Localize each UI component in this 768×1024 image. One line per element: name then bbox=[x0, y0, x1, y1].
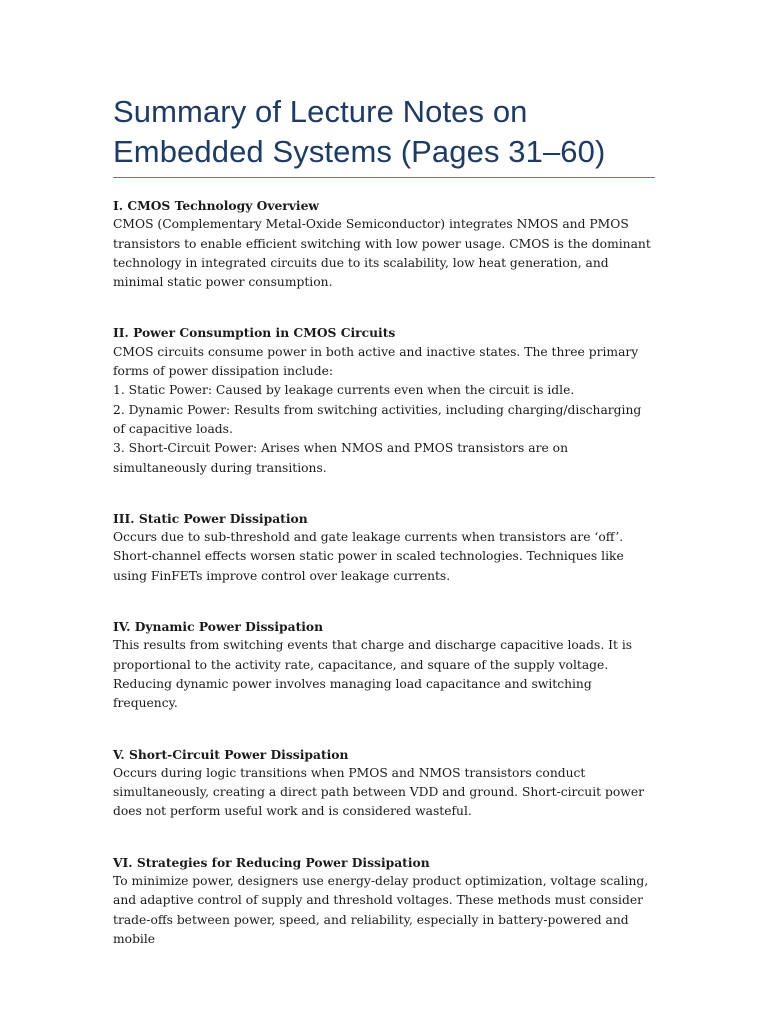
section-body: To minimize power, designers use energy-delay product optimization, voltage scaling, and adaptive control of supply and threshold voltages. These methods must consider trade-offs between power, speed, and reliability, especially in battery-powered and mobile bbox=[113, 874, 649, 946]
document-page bbox=[113, 92, 655, 949]
section-heading: III. Static Power Dissipation bbox=[113, 510, 308, 526]
section-short-circuit-power bbox=[113, 745, 655, 822]
section-heading: II. Power Consumption in CMOS Circuits bbox=[113, 325, 396, 341]
list-item-short-circuit-power: 3. Short-Circuit Power: Arises when NMOS and PMOS transistors are on simultaneously during transitions. bbox=[113, 441, 568, 475]
section-body: Occurs due to sub-threshold and gate leakage currents when transistors are ‘off’. Short-channel effects worsen static power in scaled technologies. Techniques like using FinFETs improve control over leakage currents. bbox=[113, 530, 624, 583]
section-power-consumption bbox=[113, 323, 655, 477]
section-heading: V. Short-Circuit Power Dissipation bbox=[113, 746, 349, 762]
section-heading: VI. Strategies for Reducing Power Dissipation bbox=[113, 854, 430, 870]
section-dynamic-power bbox=[113, 617, 655, 713]
section-heading: I. CMOS Technology Overview bbox=[113, 198, 320, 213]
section-body: CMOS (Complementary Metal-Oxide Semiconductor) integrates NMOS and PMOS transistors to enable efficient switching with low power usage. CMOS is the dominant technology in integrated circuits due to its scalability, low heat generation, and minimal static power consumption. bbox=[113, 217, 651, 290]
section-body: Occurs during logic transitions when PMOS and NMOS transistors conduct simultaneously, creating a direct path between VDD and ground. Short-circuit power does not perform useful work and is considered wasteful. bbox=[113, 765, 644, 819]
section-cmos-overview bbox=[113, 196, 655, 292]
list-item-dynamic-power: 2. Dynamic Power: Results from switching activities, including charging/discharging of capacitive loads. bbox=[113, 402, 642, 436]
section-static-power bbox=[113, 509, 655, 586]
title-divider bbox=[113, 177, 655, 178]
section-body: CMOS circuits consume power in both active and inactive states. The three primary forms of power dissipation include: bbox=[113, 344, 639, 379]
section-heading: IV. Dynamic Power Dissipation bbox=[113, 619, 324, 635]
section-reducing-power bbox=[113, 853, 655, 949]
list-item-static-power: 1. Static Power: Caused by leakage currents even when the circuit is idle. bbox=[113, 383, 575, 398]
document-title: Summary of Lecture Notes on Embedded Systems (Pages 31–60) bbox=[113, 94, 606, 169]
section-body: This results from switching events that charge and discharge capacitive loads. It is proportional to the activity rate, capacitance, and square of the supply voltage. Reducing dynamic power involves managing load capacitance and switching frequency. bbox=[113, 638, 633, 711]
